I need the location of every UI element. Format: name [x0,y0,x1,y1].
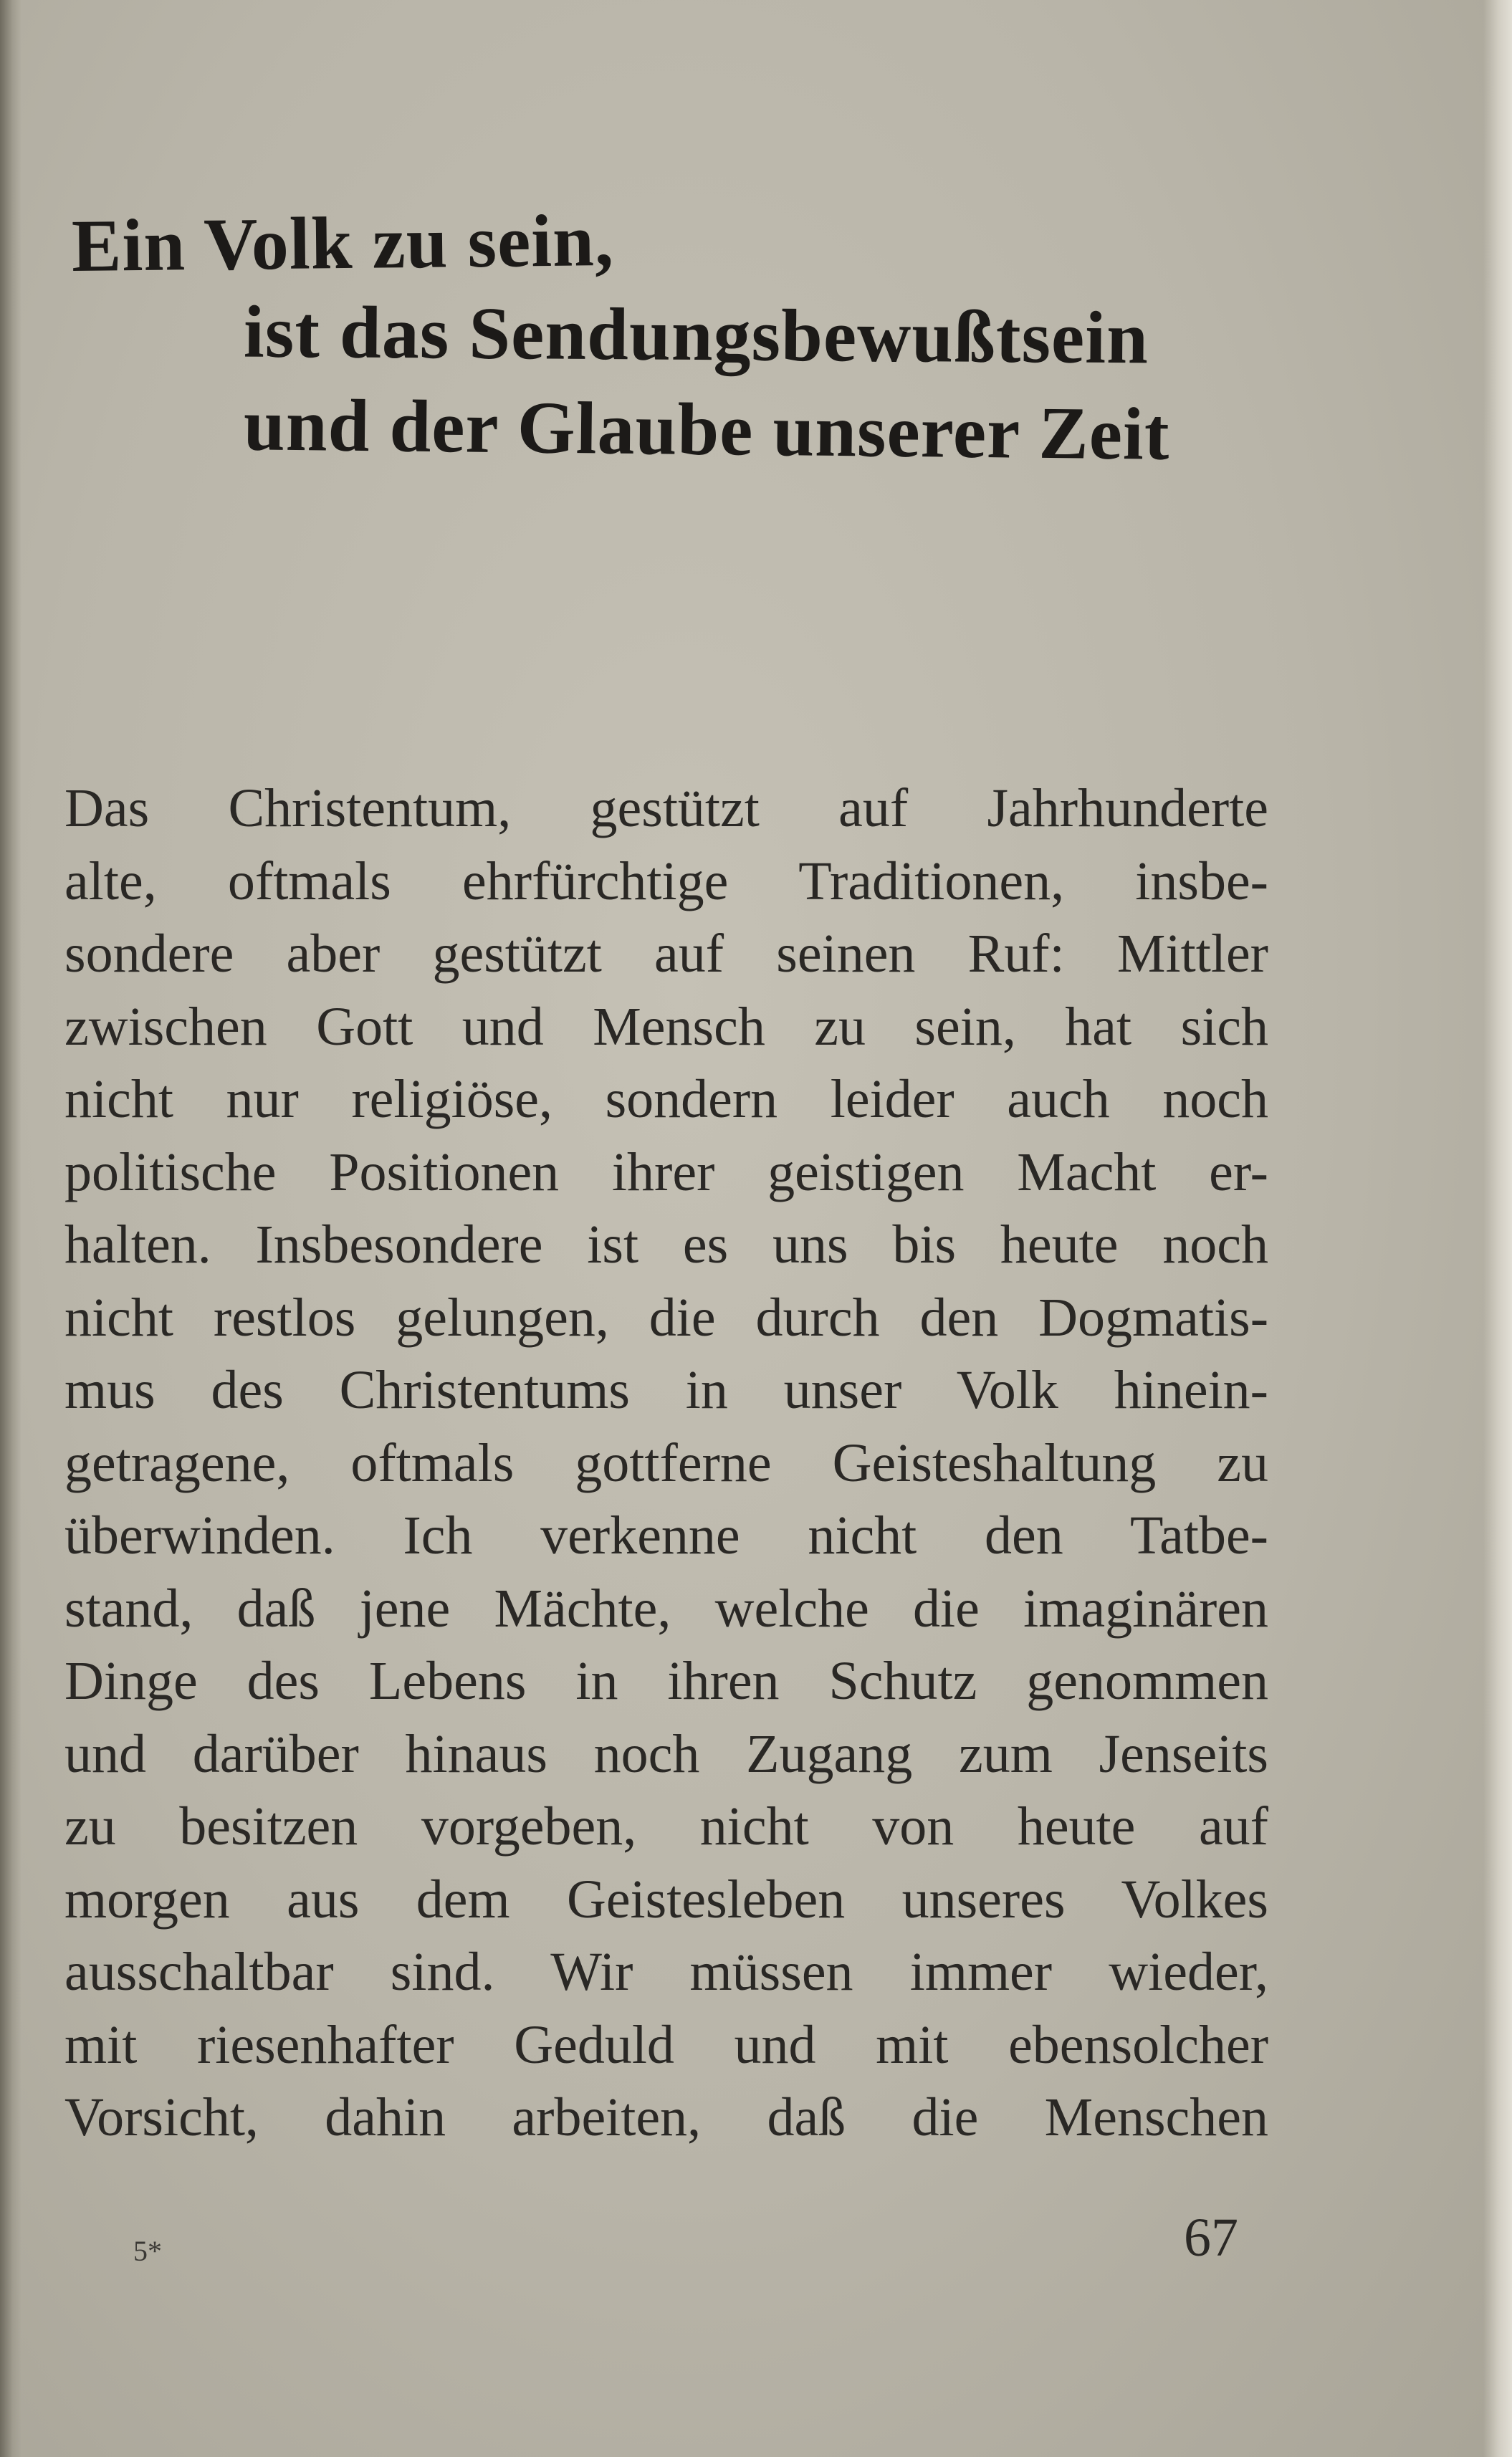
page-number: 67 [1184,2208,1238,2268]
body-paragraph [64,772,1268,2155]
text-line: überwinden. Ich verkenne nicht den Tatbe- [64,1505,1268,1566]
heading-line-3: und der Glaube unserer Zeit [243,383,1171,476]
text-line: ausschaltbar sind. Wir müssen immer wieder, [64,1942,1268,2002]
text-line: mus des Christentums in unser Volk hinein- [64,1360,1268,1420]
text-line: nicht nur religiöse, sondern leider auch noch [64,1069,1268,1129]
text-line: und darüber hinaus noch Zugang zum Jenseits [64,1723,1268,1784]
text-line: alte, oftmals ehrfürchtige Traditionen, insbe- [64,851,1268,911]
text-line: sondere aber gestützt auf seinen Ruf: Mittler [64,924,1268,984]
text-line: morgen aus dem Geistesleben unseres Volkes [64,1869,1268,1930]
text-line: Vorsicht, dahin arbeiten, daß die Menschen [64,2087,1268,2147]
text-line: stand, daß jene Mächte, welche die imaginären [64,1578,1268,1639]
text-line: nicht restlos gelungen, die durch den Dogmatis- [64,1287,1268,1348]
heading-line-2: ist das Sendungsbewußtsein [243,290,1149,380]
heading-line-1: Ein Volk zu sein, [71,199,615,287]
text-line: politische Positionen ihrer geistigen Macht er- [64,1141,1268,1202]
text-line: Dinge des Lebens in ihren Schutz genommen [64,1651,1268,1711]
text-line: mit riesenhafter Geduld und mit ebensolcher [64,2014,1268,2075]
text-line: zwischen Gott und Mensch zu sein, hat sich [64,996,1268,1057]
signature-mark: 5* [133,2235,162,2267]
text-line: Das Christentum, gestützt auf Jahrhunderte [64,778,1268,838]
chapter-heading [0,0,1512,573]
text-line: getragene, oftmals gottferne Geisteshaltung zu [64,1432,1268,1493]
text-line: zu besitzen vorgeben, nicht von heute auf [64,1796,1268,1857]
text-line: halten. Insbesondere ist es uns bis heute noch [64,1215,1268,1275]
